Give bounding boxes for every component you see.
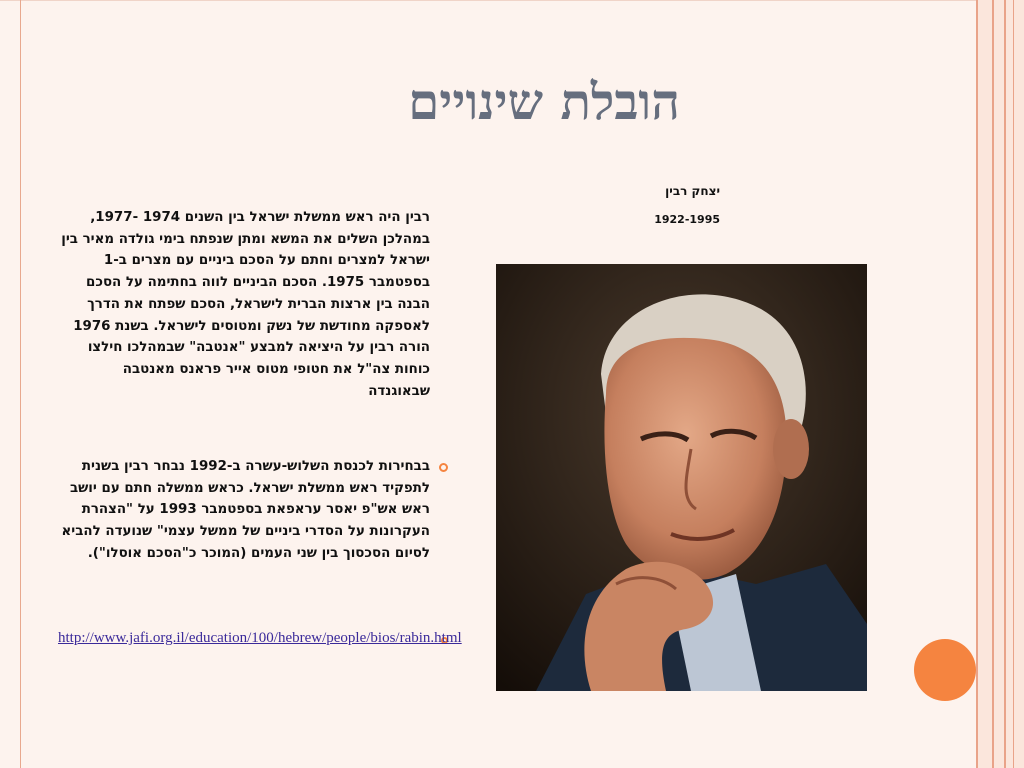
frame-left-line <box>20 0 21 768</box>
slide-title: הובלת שינויים <box>408 72 680 131</box>
frame-right-band <box>976 0 1024 768</box>
frame-right-line <box>992 0 994 768</box>
portrait-illustration <box>496 264 867 691</box>
decorative-circle <box>914 639 976 701</box>
frame-right-line <box>1013 0 1014 768</box>
frame-right-line <box>976 0 978 768</box>
source-link[interactable]: http://www.jafi.org.il/education/100/hebrew/people/bios/rabin.html <box>58 630 462 646</box>
frame-top-line <box>0 0 1024 1</box>
bullet-circle-icon <box>439 463 448 472</box>
paragraph-rabin-first-term: רבין היה ראש ממשלת ישראל בין השנים 1974 -1977, במהלכן השלים את המשא ומתן שנפתח בימי גולדה מאיר בין ישראל למצרים וחתם על הסכם ביניים עם מצרים ב-1 בספטמבר 1975. הסכם הביניים לווה בחתימה על הסכם הבנה בין ארצות הברית לישראל, הסכם שפתח את הדרך לאספקה מחודשת של נשק ומטוסים לישראל. בשנת 1976 הורה רבין על היציאה למבצע "אנטבה" שבמהלכו חילצו כוחות צה"ל את חטופי מטוס אייר פראנס מאנטבה שבאוגנדה <box>61 210 430 399</box>
portrait-photo <box>496 264 867 691</box>
frame-right-line <box>1004 0 1006 768</box>
photo-caption-years: 1922-1995 <box>654 213 720 226</box>
paragraph-rabin-second-term: בבחירות לכנסת השלוש-עשרה ב-1992 נבחר רבין בשנית לתפקיד ראש ממשלת ישראל. כראש ממשלה חתם עם יושב ראש אש"פ יאסר עראפאת בספטמבר 1993 על "הצהרת העקרונות על הסדרי ביניים של ממשל עצמי" שנועדה להביא לסיום הסכסוך בין שני העמים (המוכר כ"הסכם אוסלו"). <box>61 459 430 561</box>
photo-caption-name: יצחק רבין <box>665 184 720 198</box>
